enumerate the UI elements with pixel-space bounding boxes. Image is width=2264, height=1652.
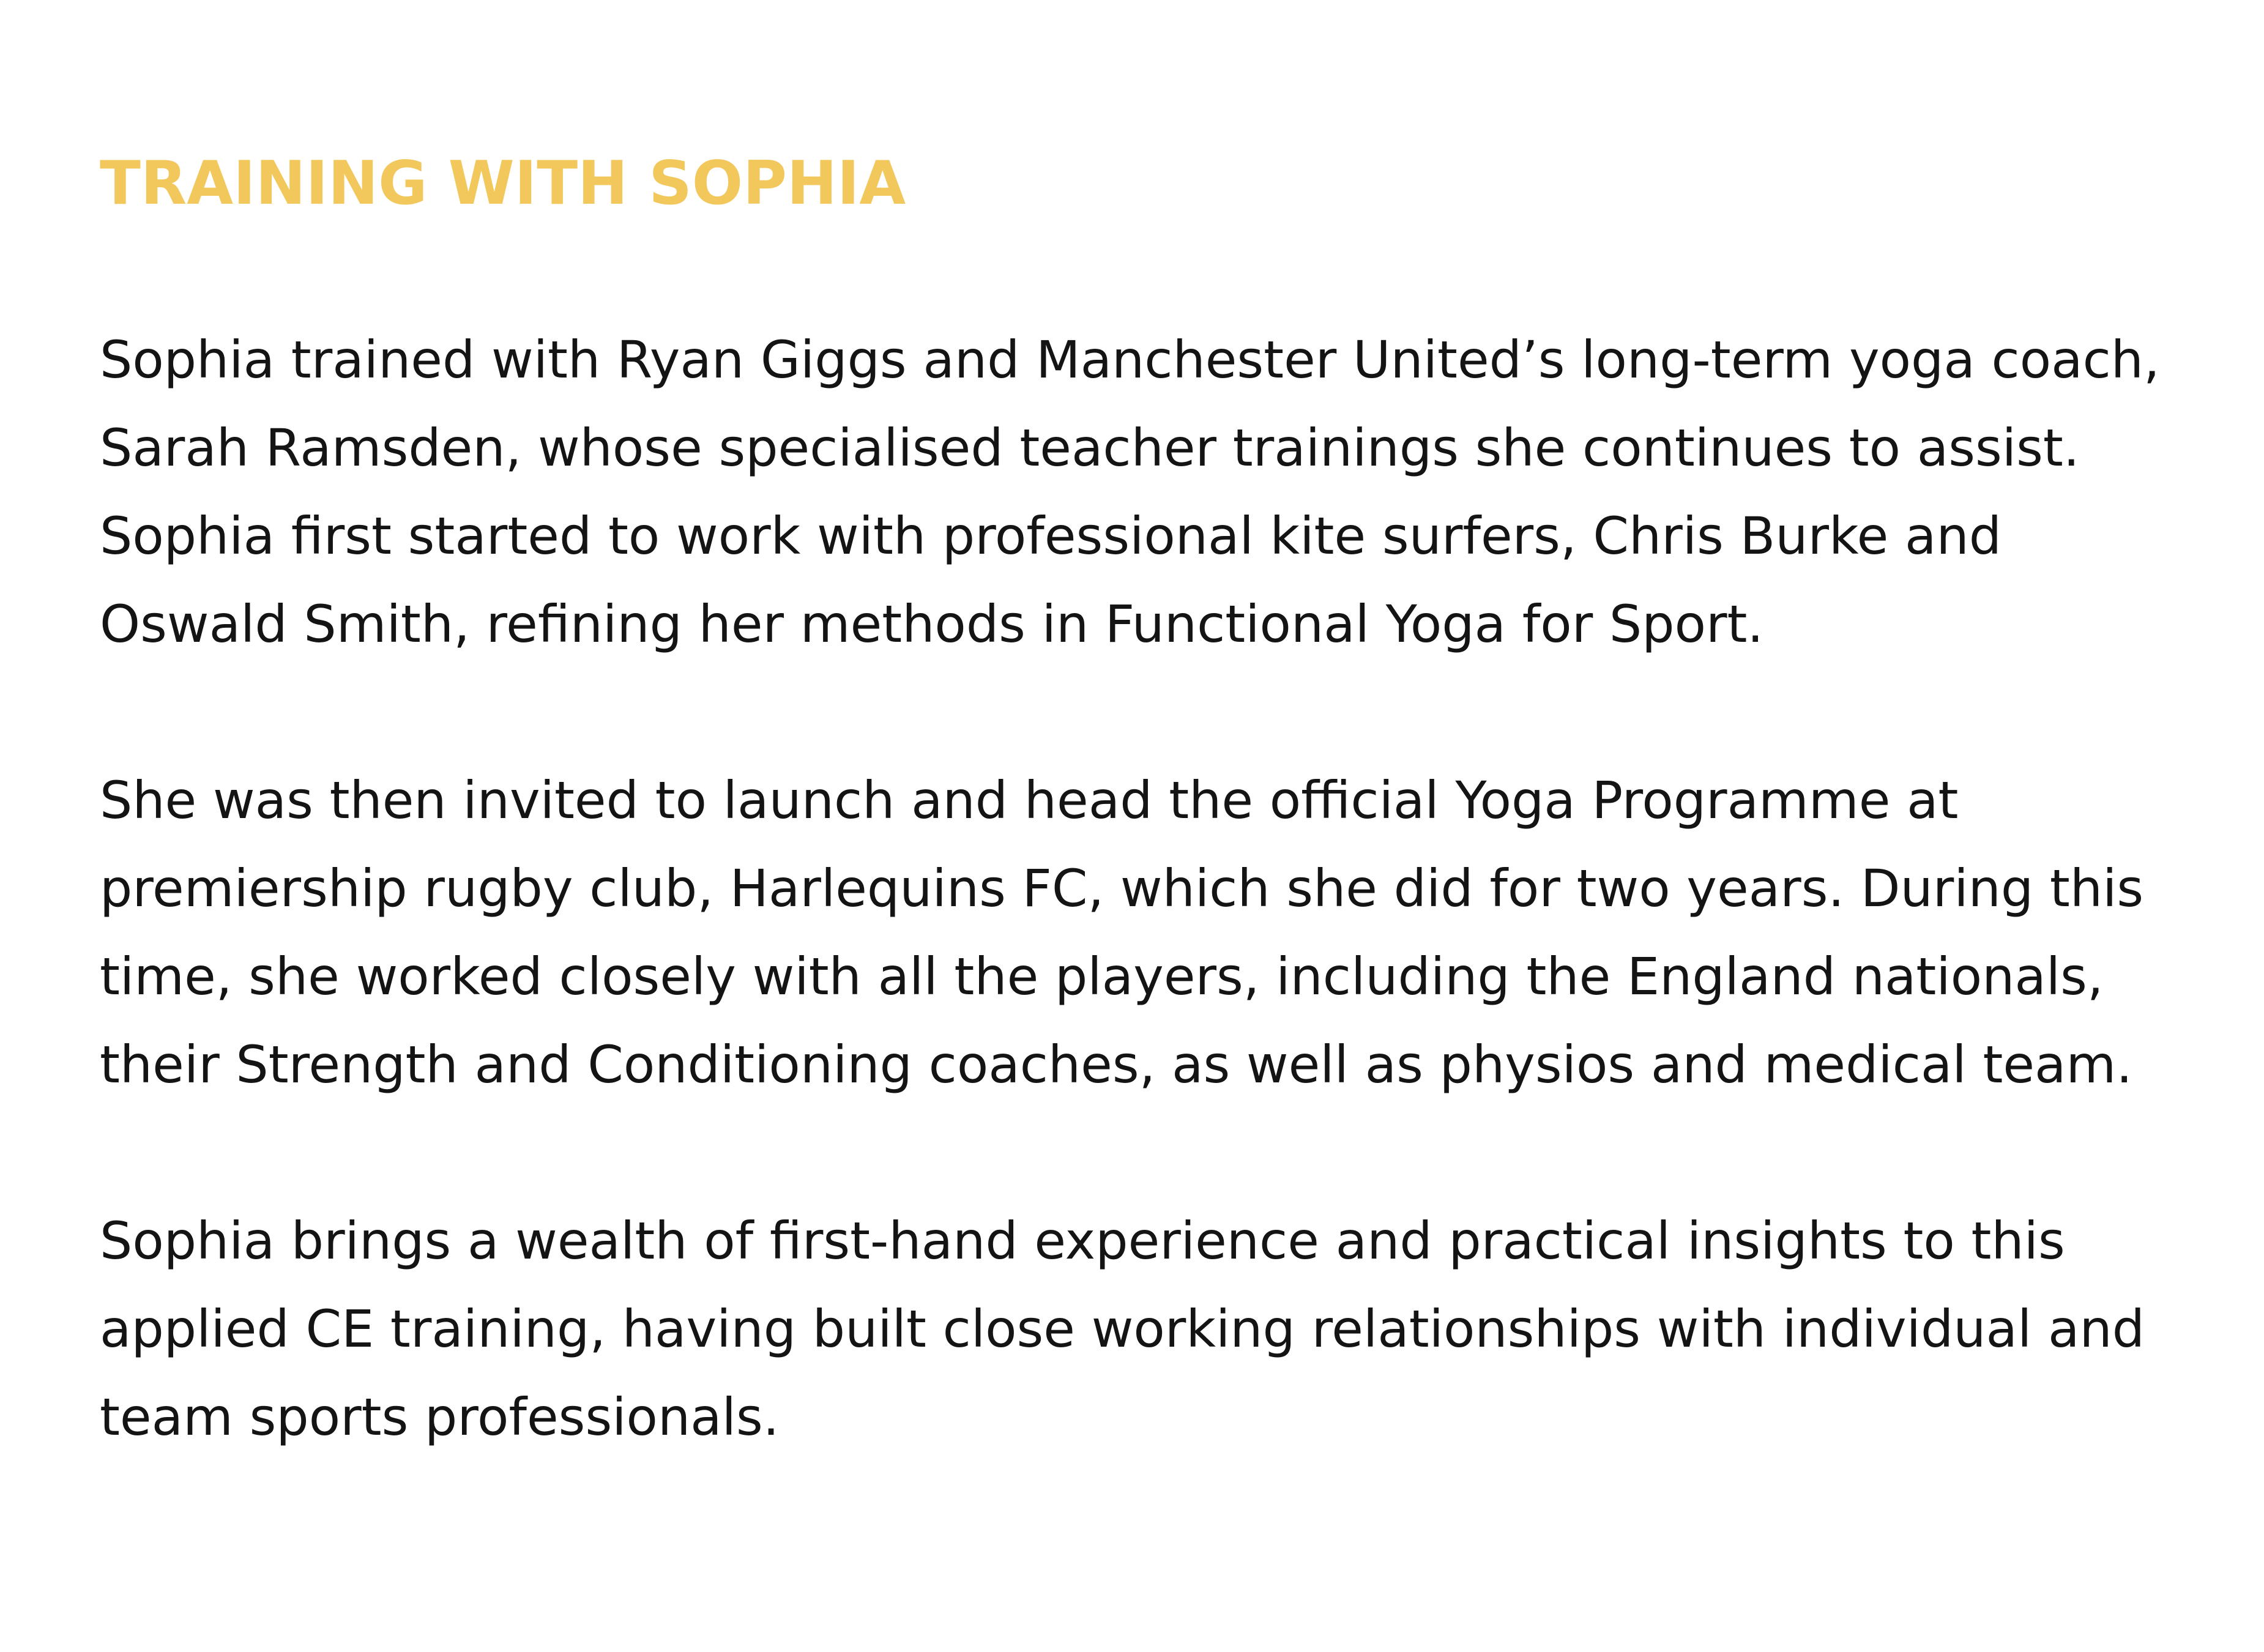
paragraph-training-background: Sophia trained with Ryan Giggs and Manchester United’s long-term yoga coach, Sarah Ramsden, whose specialised teacher trainings she continues to assist. Sophia first started to work with professional kite surfers, Chris Burke and Oswald Smith, refining her methods in Functional Yoga for Sport.	[100, 330, 2160, 654]
section-heading: TRAINING WITH SOPHIA	[100, 149, 906, 218]
paragraph-harlequins-programme: She was then invited to launch and head the official Yoga Programme at premiership rugby club, Harlequins FC, which she did for two years. During this time, she worked closely with all the players, including the England nationals, their Strength and Conditioning coaches, as well as physios and medical team.	[100, 770, 2144, 1095]
paragraph-experience-summary: Sophia brings a wealth of first-hand experience and practical insights to this applied CE training, having built close working relationships with individual and team sports professionals.	[100, 1211, 2145, 1447]
training-section	[100, 141, 2168, 1461]
